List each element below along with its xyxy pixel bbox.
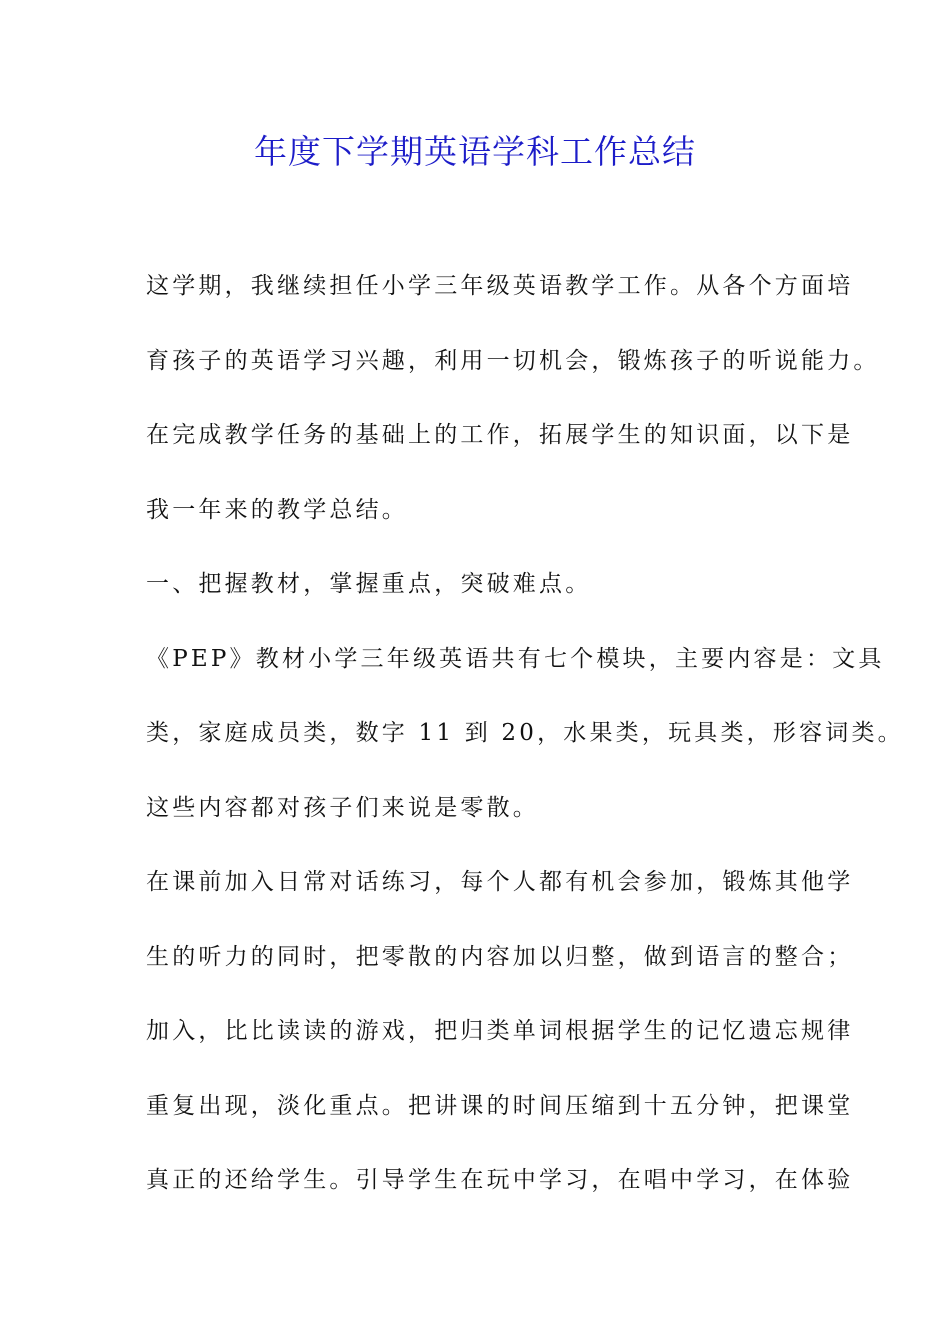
paragraph-line: 这学期，我继续担任小学三年级英语教学工作。从各个方面培 <box>146 273 854 299</box>
paragraph-line: 在课前加入日常对话练习，每个人都有机会参加，锻炼其他学 <box>146 869 854 895</box>
document-title: 年度下学期英语学科工作总结 <box>254 132 696 171</box>
document-body <box>146 262 904 1231</box>
section-heading: 一、把握教材，掌握重点，突破难点。 <box>146 571 592 597</box>
paragraph-line: 加入，比比读读的游戏，把归类单词根据学生的记忆遗忘规律 <box>146 1018 854 1044</box>
paragraph-line: 重复出现，淡化重点。把讲课的时间压缩到十五分钟，把课堂 <box>146 1092 854 1119</box>
paragraph-line: 这些内容都对孩子们来说是零散。 <box>146 794 539 821</box>
paragraph-line: 类，家庭成员类，数字 11 到 20，水果类，玩具类，形容词类。 <box>146 720 904 746</box>
paragraph-line: 育孩子的英语学习兴趣，利用一切机会，锻炼孩子的听说能力。 <box>146 347 880 374</box>
paragraph-line: 真正的还给学生。引导学生在玩中学习，在唱中学习，在体验 <box>146 1167 854 1193</box>
paragraph-line: 生的听力的同时，把零散的内容加以归整，做到语言的整合； <box>146 943 854 970</box>
paragraph-line: 在完成教学任务的基础上的工作，拓展学生的知识面，以下是 <box>146 422 854 448</box>
paragraph-line: 《PEP》教材小学三年级英语共有七个模块，主要内容是：文具 <box>146 645 885 672</box>
paragraph-line: 我一年来的教学总结。 <box>146 496 408 523</box>
